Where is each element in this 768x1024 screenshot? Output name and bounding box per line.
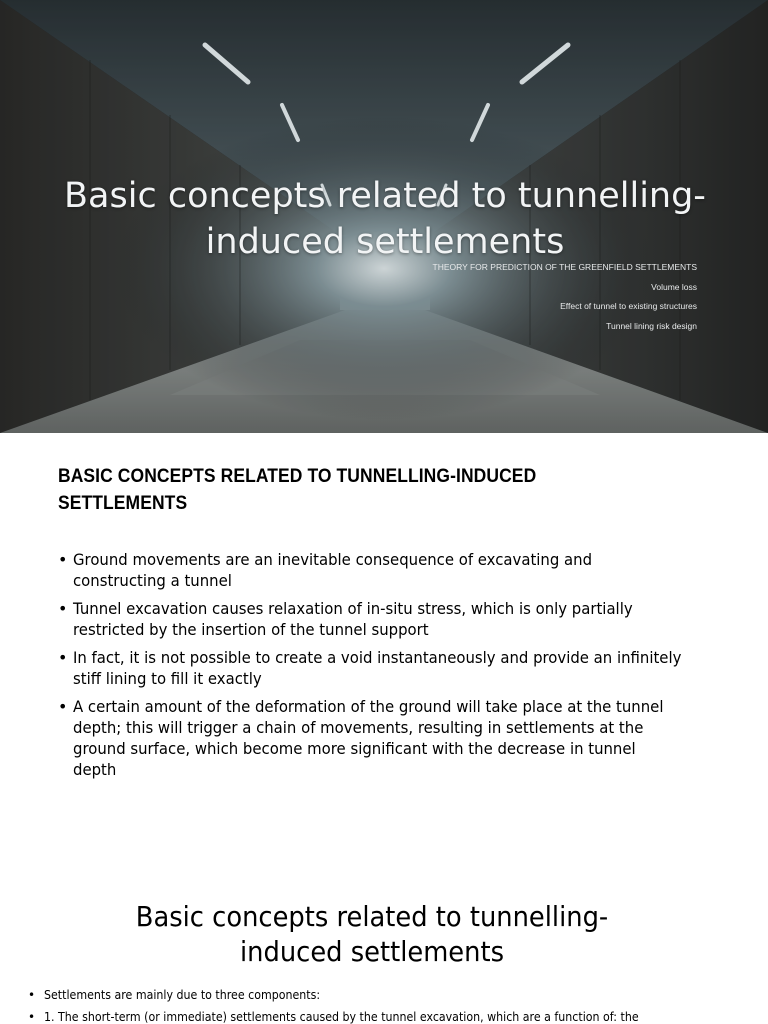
bullet-text [73,598,715,640]
bullet-text: 1. The short-term (or immediate) settlements caused by the tunnel excavation, which are a function of: the [44,1010,639,1024]
bullet-line: In fact, it is not possible to create a void instantaneously and provide an infinitely [73,648,682,667]
concepts-slide [0,433,768,863]
bullet-line: Tunnel excavation causes relaxation of in-situ stress, which is only partially [73,599,633,618]
bullet-line: restricted by the insertion of the tunnel support [73,620,429,639]
components-slide-heading [96,899,648,969]
components-bullet-list [28,987,748,1024]
heading-line: SETTLEMENTS [58,493,188,514]
bullet-text [73,647,715,689]
list-item [58,696,708,780]
bullet-line: depth; this will trigger a chain of movements, resulting in settlements at the [73,718,644,737]
list-item [58,549,708,591]
bullet-text: Settlements are mainly due to three components: [44,988,321,1002]
concepts-slide-heading [58,463,628,517]
bullet-marker: • [58,648,68,667]
bullet-line: Ground movements are an inevitable consequence of excavating and [73,550,593,569]
list-item [28,1009,748,1024]
bullet-marker: • [28,1010,36,1024]
heading-line: BASIC CONCEPTS RELATED TO TUNNELLING-INDUCED [58,466,537,487]
list-item [58,647,708,689]
subtitle-line: Tunnel lining risk design [606,320,697,331]
bullet-text [73,696,715,780]
bullet-line: ground surface, which become more significant with the decrease in tunnel [73,739,636,758]
subtitle-line: Effect of tunnel to existing structures [560,301,697,311]
heading-line: Basic concepts related to tunnelling- [135,900,609,933]
title-slide-subtitles [433,258,697,336]
bullet-marker: • [28,988,36,1002]
heading-line: induced settlements [240,935,504,968]
concepts-bullet-list [58,549,708,787]
bullet-marker: • [58,550,68,569]
list-item [28,987,748,1003]
bullet-text [73,549,715,591]
bullet-line: depth [73,760,117,779]
subtitle-line: Volume loss [651,281,697,292]
title-slide [0,0,768,433]
list-item [58,598,708,640]
title-slide-heading: Basic concepts related to tunnelling-induced settlements [64,176,706,263]
bullet-line: constructing a tunnel [73,571,232,590]
bullet-marker: • [58,599,68,618]
bullet-line: stiff lining to fill it exactly [73,669,262,688]
components-slide [0,863,768,1024]
subtitle-line: THEORY FOR PREDICTION OF THE GREENFIELD SETTLEMENTS [432,262,697,272]
bullet-marker: • [58,697,68,716]
bullet-line: A certain amount of the deformation of the ground will take place at the tunnel [73,697,664,716]
